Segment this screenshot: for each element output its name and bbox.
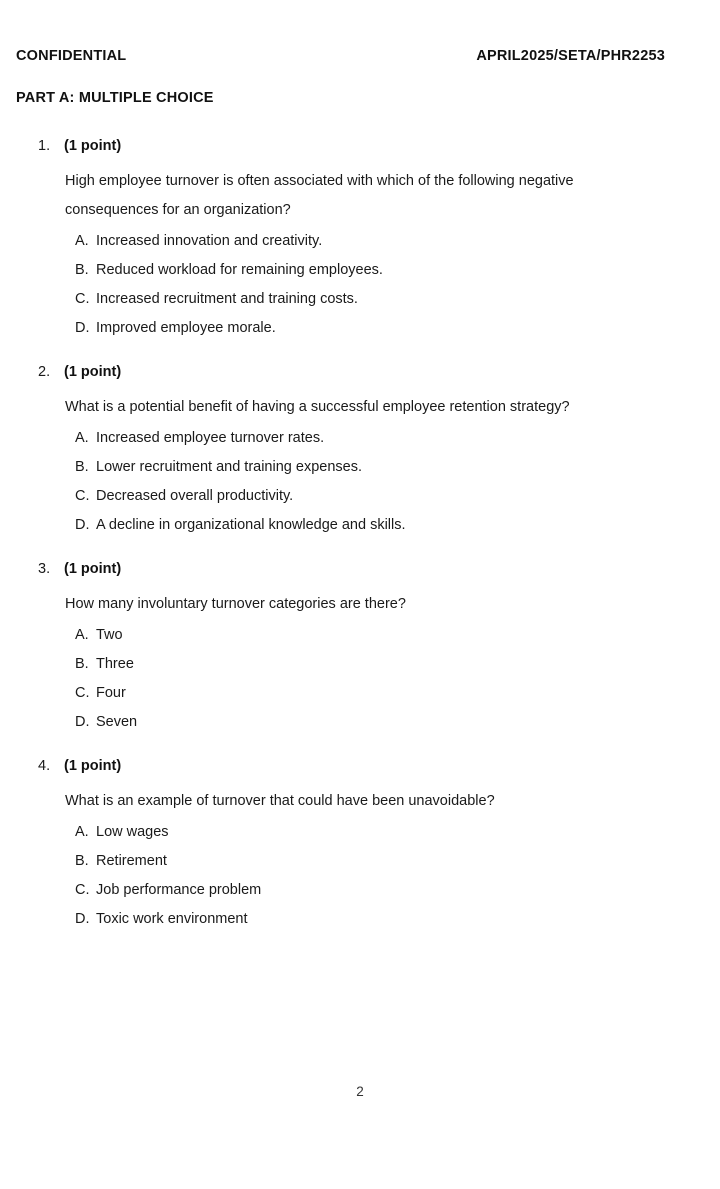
question-number: 3. xyxy=(38,561,51,577)
question-number: 2. xyxy=(38,364,51,380)
page-number: 2 xyxy=(356,1084,364,1099)
question-text: High employee turnover is often associated with which of the following negative consequences for an organization? xyxy=(65,173,574,218)
question-points: (1 point) xyxy=(64,758,122,774)
option-item[interactable] xyxy=(0,905,720,934)
question-block xyxy=(0,364,720,540)
question-text: What is an example of turnover that could have been unavoidable? xyxy=(65,793,495,809)
option-text: Three xyxy=(96,656,134,672)
option-list xyxy=(0,818,720,934)
option-letter: D. xyxy=(75,320,90,336)
option-item[interactable] xyxy=(0,424,720,453)
option-text: Decreased overall productivity. xyxy=(96,488,294,504)
option-item[interactable] xyxy=(0,679,720,708)
option-letter: A. xyxy=(75,430,89,446)
option-text: Job performance problem xyxy=(96,882,262,898)
option-item[interactable] xyxy=(0,482,720,511)
option-letter: B. xyxy=(75,656,89,672)
question-number: 4. xyxy=(38,758,51,774)
option-text: Low wages xyxy=(96,824,169,840)
option-letter: D. xyxy=(75,517,90,533)
option-text: Increased recruitment and training costs. xyxy=(96,291,358,307)
option-list xyxy=(0,621,720,737)
option-letter: A. xyxy=(75,824,89,840)
option-letter: C. xyxy=(75,291,90,307)
option-item[interactable] xyxy=(0,256,720,285)
document-header xyxy=(16,48,665,64)
option-item[interactable] xyxy=(0,847,720,876)
option-text: A decline in organizational knowledge and skills. xyxy=(96,517,406,533)
option-item[interactable] xyxy=(0,314,720,343)
option-letter: D. xyxy=(75,911,90,927)
option-item[interactable] xyxy=(0,708,720,737)
question-points: (1 point) xyxy=(64,364,122,380)
question-header xyxy=(0,364,720,388)
option-text: Improved employee morale. xyxy=(96,320,276,336)
questions-list xyxy=(0,138,720,955)
question-block xyxy=(0,758,720,934)
option-letter: C. xyxy=(75,882,90,898)
option-text: Lower recruitment and training expenses. xyxy=(96,459,362,475)
option-letter: B. xyxy=(75,262,89,278)
option-item[interactable] xyxy=(0,876,720,905)
option-item[interactable] xyxy=(0,621,720,650)
question-text: What is a potential benefit of having a successful employee retention strategy? xyxy=(65,399,570,415)
question-header xyxy=(0,758,720,782)
question-block xyxy=(0,561,720,737)
confidential-label: CONFIDENTIAL xyxy=(16,48,127,64)
option-item[interactable] xyxy=(0,285,720,314)
exam-code-label: APRIL2025/SETA/PHR2253 xyxy=(476,48,665,64)
option-text: Reduced workload for remaining employees. xyxy=(96,262,383,278)
question-points: (1 point) xyxy=(64,138,122,154)
option-text: Increased innovation and creativity. xyxy=(96,233,323,249)
option-item[interactable] xyxy=(0,818,720,847)
option-item[interactable] xyxy=(0,511,720,540)
option-list xyxy=(0,227,720,343)
option-item[interactable] xyxy=(0,650,720,679)
question-number: 1. xyxy=(38,138,51,154)
option-letter: A. xyxy=(75,627,89,643)
question-points: (1 point) xyxy=(64,561,122,577)
question-header xyxy=(0,138,720,162)
question-text: How many involuntary turnover categories are there? xyxy=(65,596,406,612)
question-block xyxy=(0,138,720,343)
option-item[interactable] xyxy=(0,453,720,482)
option-text: Toxic work environment xyxy=(96,911,248,927)
option-letter: B. xyxy=(75,459,89,475)
option-letter: B. xyxy=(75,853,89,869)
option-text: Two xyxy=(96,627,123,643)
option-letter: D. xyxy=(75,714,90,730)
option-text: Seven xyxy=(96,714,138,730)
option-text: Four xyxy=(96,685,126,701)
option-letter: A. xyxy=(75,233,89,249)
part-a-heading: PART A: MULTIPLE CHOICE xyxy=(16,90,214,106)
option-list xyxy=(0,424,720,540)
option-item[interactable] xyxy=(0,227,720,256)
option-letter: C. xyxy=(75,685,90,701)
option-text: Increased employee turnover rates. xyxy=(96,430,325,446)
question-header xyxy=(0,561,720,585)
option-text: Retirement xyxy=(96,853,167,869)
option-letter: C. xyxy=(75,488,90,504)
